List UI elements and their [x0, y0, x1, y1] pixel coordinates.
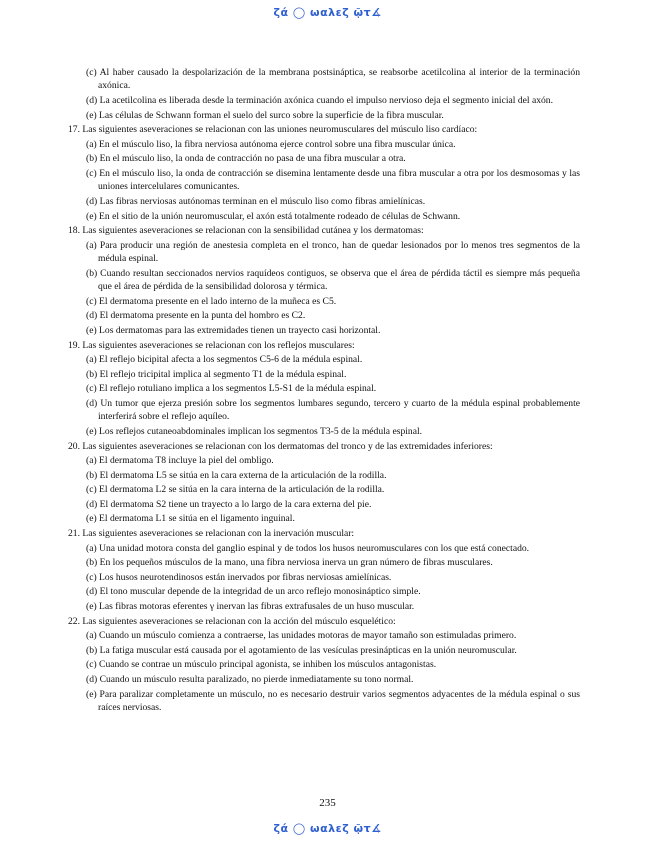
question-22 — [68, 615, 580, 715]
question-stem: 17. Las siguientes aseveraciones se relacionan con las uniones neuromusculares del músculo liso cardíaco: — [68, 124, 478, 136]
header-watermark: ζά ◯ ωαλεζ ῷτ∡ — [273, 6, 382, 19]
option-item: (c) En el músculo liso, la onda de contracción se disemina lentamente desde una fibra muscular a otra por los desmosomas y las uniones intercelulares comunicantes. — [86, 167, 580, 193]
option-item: (b) En los pequeños músculos de la mano, una fibra nerviosa inerva un gran número de fibras musculares. — [86, 557, 493, 569]
option-item: (e) Los dermatomas para las extremidades tienen un trayecto casi horizontal. — [86, 324, 381, 336]
option-item: (d) Las fibras nerviosas autónomas terminan en el músculo liso como fibras amielínicas. — [86, 195, 426, 207]
continuation-options — [68, 66, 580, 122]
option-item: (d) El dermatoma presente en la punta del hombro es C2. — [86, 310, 306, 322]
option-item: (d) La acetilcolina es liberada desde la terminación axónica cuando el impulso nervioso deja el segmento inicial del axón. — [86, 95, 553, 106]
option-item: (c) El dermatoma L2 se sitúa en la cara interna de la articulación de la rodilla. — [86, 484, 385, 496]
page-number: 235 — [319, 797, 336, 809]
option-item: (d) El tono muscular depende de la integridad de un arco reflejo monosináptico simple. — [86, 586, 421, 598]
question-stem: 22. Las siguientes aseveraciones se relacionan con la acción del músculo esquelético: — [68, 615, 396, 627]
option-item: (e) Los reflejos cutaneoabdominales implican los segmentos T3-5 de la médula espinal. — [86, 425, 423, 437]
option-item: (a) Una unidad motora consta del ganglio espinal y de todos los husos neuromusculares con los que está conectado. — [86, 542, 530, 554]
option-item: (e) Las células de Schwann forman el suelo del surco sobre la superficie de la fibra muscular. — [86, 109, 444, 121]
question-stem: 21. Las siguientes aseveraciones se relacionan con la inervación muscular: — [68, 528, 355, 540]
question-19 — [68, 339, 580, 439]
option-item: (c) Al haber causado la despolarización de la membrana postsináptica, se reabsorbe acetilcolina al interior de la terminación axónica. — [86, 67, 580, 92]
question-stem: 20. Las siguientes aseveraciones se relacionan con los dermatomas del tronco y de las extremidades inferiores: — [68, 440, 493, 452]
option-item: (b) El dermatoma L5 se sitúa en la cara externa de la articulación de la rodilla. — [86, 469, 387, 481]
question-20 — [68, 440, 580, 526]
option-item: (a) El dermatoma T8 incluye la piel del ombligo. — [86, 455, 274, 467]
question-17 — [68, 123, 580, 223]
option-item: (c) El reflejo rotuliano implica a los segmentos L5-S1 de la médula espinal. — [86, 383, 377, 395]
footer-watermark: ζά ◯ ωαλεζ ῷτ∡ — [273, 822, 382, 835]
option-item: (d) Cuando un músculo resulta paralizado, no pierde inmediatamente su tono normal. — [86, 674, 414, 685]
option-item: (a) Para producir una región de anestesia completa en el tronco, han de quedar lesionados por lo menos tres segmentos de la médula espinal. — [86, 239, 580, 265]
question-18 — [68, 224, 580, 337]
question-21 — [68, 527, 580, 613]
option-item: (b) Cuando resultan seccionados nervios raquídeos contiguos, se observa que el área de pérdida táctil es siempre más pequeña que el área de pérdida de la sensibilidad dolorosa y térmica. — [86, 267, 580, 293]
option-item: (e) Las fibras motoras eferentes γ inervan las fibras extrafusales de un huso muscular. — [86, 601, 415, 613]
option-item: (c) Los husos neurotendinosos están inervados por fibras nerviosas amielínicas. — [86, 571, 392, 583]
option-item: (d) Un tumor que ejerza presión sobre los segmentos lumbares segundo, tercero y cuarto de la médula espinal probablemente interferirá sobre el reflejo aquíleo. — [86, 397, 580, 423]
option-item: (b) El reflejo tricipital implica al segmento T1 de la médula espinal. — [86, 368, 347, 380]
option-item: (a) Cuando un músculo comienza a contraerse, las unidades motoras de mayor tamaño son estimuladas primero. — [86, 630, 517, 642]
question-stem: 19. Las siguientes aseveraciones se relacionan con los reflejos musculares: — [68, 339, 355, 351]
option-item: (d) El dermatoma S2 tiene un trayecto a lo largo de la cara externa del pie. — [86, 498, 372, 510]
option-item: (c) Cuando se contrae un músculo principal agonista, se inhiben los músculos antagonistas. — [86, 659, 437, 671]
page-body — [68, 66, 580, 716]
option-item: (e) En el sitio de la unión neuromuscular, el axón está totalmente rodeado de células de Schwann. — [86, 210, 461, 222]
option-item: (a) En el músculo liso, la fibra nerviosa autónoma ejerce control sobre una fibra muscular única. — [86, 138, 456, 150]
option-item: (b) La fatiga muscular está causada por el agotamiento de las vesículas presinápticas en la unión neuromuscular. — [86, 644, 517, 656]
option-item: (a) El reflejo bicipital afecta a los segmentos C5-6 de la médula espinal. — [86, 354, 363, 366]
option-item: (e) Para paralizar completamente un músculo, no es necesario destruir varios segmentos adyacentes de la médula espinal o sus raíces nerviosas. — [86, 688, 580, 713]
option-item: (c) El dermatoma presente en el lado interno de la muñeca es C5. — [86, 295, 337, 307]
question-stem: 18. Las siguientes aseveraciones se relacionan con la sensibilidad cutánea y los dermatomas: — [68, 225, 424, 237]
option-item: (b) En el músculo liso, la onda de contracción no pasa de una fibra muscular a otra. — [86, 153, 406, 165]
option-item: (e) El dermatoma L1 se sitúa en el ligamento inguinal. — [86, 513, 295, 525]
